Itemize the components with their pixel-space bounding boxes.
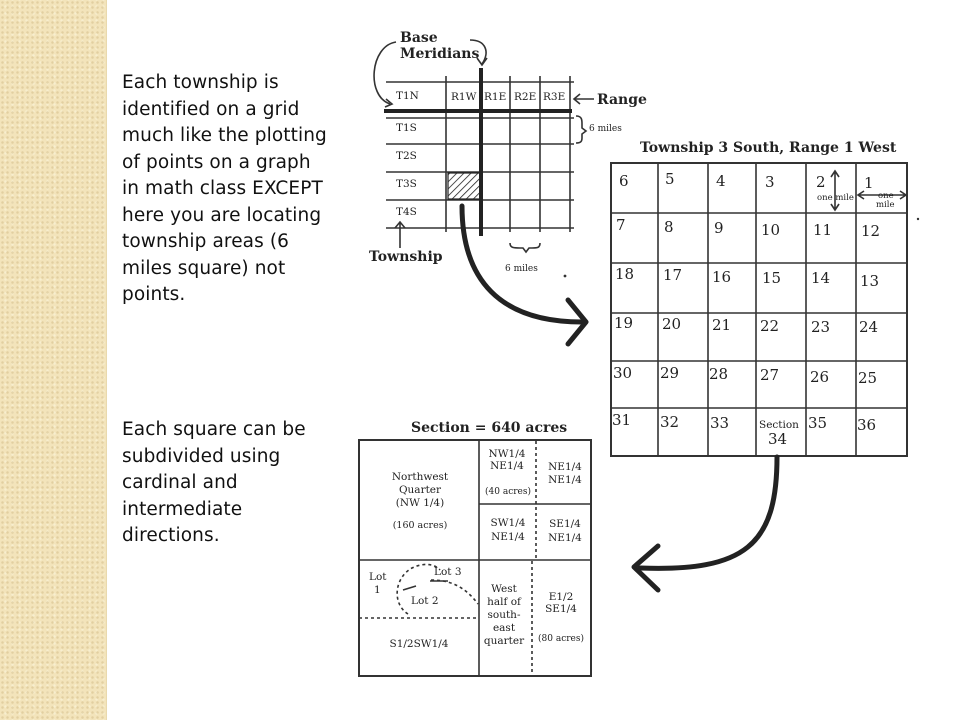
west-half-line4: east — [492, 622, 516, 634]
west-half-line5: quarter — [483, 635, 525, 647]
section-numbers — [612, 170, 880, 448]
base-meridians-label-line1: Base — [400, 30, 438, 46]
se-quarter-text — [484, 583, 584, 647]
section-number: 12 — [861, 222, 881, 240]
nw-ne-acres: (40 acres) — [485, 487, 531, 497]
section-number: 30 — [613, 364, 633, 382]
one-mile-vertical-arrow-icon — [831, 171, 839, 210]
township-arrow-icon — [395, 222, 405, 248]
svg-text:Northwest: Northwest — [391, 471, 449, 483]
ne-ne-line1: NE1/4 — [548, 461, 582, 473]
section-number-34: 34 — [768, 430, 788, 448]
highlighted-township-t3s-r1w — [448, 173, 480, 199]
sw-ne-line2: NE1/4 — [491, 531, 525, 543]
section-number: 11 — [813, 221, 833, 239]
section-number: 3 — [765, 173, 775, 191]
west-half-line1: West — [491, 583, 517, 595]
zoom-arrow-section-to-detail — [640, 457, 777, 568]
svg-text:Quarter: Quarter — [398, 484, 442, 496]
section-number: 25 — [858, 369, 878, 387]
section-number: 14 — [811, 269, 831, 287]
se-ne-line1: SE1/4 — [549, 518, 581, 530]
nw-ne-line2: NE1/4 — [490, 460, 524, 472]
lot-2-label: Lot 2 — [411, 595, 439, 607]
section-number: 8 — [664, 218, 674, 236]
scan-speck — [917, 218, 919, 220]
section-number: 9 — [714, 219, 724, 237]
section-number: 31 — [612, 411, 632, 429]
e-half-se-line2: SE1/4 — [545, 603, 577, 615]
section-number: 16 — [712, 268, 732, 286]
section-number: 24 — [859, 318, 879, 336]
six-miles-bracket-bottom — [510, 243, 540, 252]
section-number: 4 — [716, 172, 726, 190]
sw-ne-line1: SW1/4 — [490, 517, 526, 529]
sections-grid-title: Township 3 South, Range 1 West — [640, 140, 897, 156]
section-number: 21 — [712, 316, 732, 334]
range-label-r1e: R1E — [484, 91, 507, 103]
section-detail-title: Section = 640 acres — [411, 420, 568, 436]
section-number: 29 — [660, 364, 680, 382]
svg-text:(NW 1/4): (NW 1/4) — [395, 497, 445, 509]
township-grid — [369, 30, 647, 274]
section-number: 22 — [760, 317, 780, 335]
nw-ne-line1: NW1/4 — [488, 448, 526, 460]
west-half-line2: half of — [487, 596, 521, 608]
lot-1-label-line1: Lot — [369, 571, 387, 583]
section-number: 5 — [665, 170, 675, 188]
base-meridian-pointer-left — [374, 42, 396, 104]
scan-speck — [564, 275, 567, 278]
range-arrow-icon — [574, 94, 594, 104]
section-number: 26 — [810, 368, 830, 386]
section-number: 6 — [619, 172, 629, 190]
base-meridians-label-line2: Meridians — [400, 46, 480, 62]
section-number: 28 — [709, 365, 729, 383]
range-pointer-label: Range — [597, 92, 647, 108]
nw-quarter-text — [392, 471, 449, 531]
section-number: 27 — [760, 366, 780, 384]
section-number: 17 — [663, 266, 683, 284]
section-number: 18 — [615, 265, 635, 283]
explanation-paragraph-subdivision: Each square can be subdivided using cardinal and intermediate directions. — [122, 419, 306, 546]
six-miles-bottom-label: 6 miles — [505, 264, 538, 274]
explanation-paragraph-township: Each township is identified on a grid much like the plotting of points on a graph in math class EXCEPT here you are locating township areas (6 miles square) not points. — [122, 72, 327, 305]
lot-boundary-line — [403, 581, 448, 590]
section-number: 10 — [761, 221, 781, 239]
sections-grid — [611, 140, 907, 456]
section-number: 33 — [710, 414, 730, 432]
s-half-sw-label: S1/2SW1/4 — [389, 638, 449, 650]
section-number: 2 — [816, 173, 826, 191]
range-labels — [451, 91, 565, 103]
lot-3-label: Lot 3 — [434, 566, 462, 578]
section-number: 1 — [864, 174, 874, 192]
row-label-t1n: T1N — [396, 90, 419, 102]
range-label-r3e: R3E — [543, 91, 566, 103]
e-half-se-acres: (80 acres) — [538, 634, 584, 644]
ne-quarter-text — [485, 448, 582, 544]
section-number: 13 — [860, 272, 880, 290]
section-detail — [359, 420, 591, 676]
section-number: 23 — [811, 318, 831, 336]
range-label-r2e: R2E — [514, 91, 537, 103]
section-number: 20 — [662, 315, 682, 333]
section-number: 7 — [616, 216, 626, 234]
township-pointer-label: Township — [369, 249, 443, 265]
one-mile-vertical-label: one mile — [817, 193, 854, 203]
row-label-t3s: T3S — [396, 178, 417, 190]
row-label-t4s: T4S — [396, 206, 417, 218]
row-label-t1s: T1S — [396, 122, 417, 134]
six-miles-right-label: 6 miles — [589, 124, 622, 134]
lot-1-label-line2: 1 — [374, 584, 381, 596]
section-number: 32 — [660, 413, 680, 431]
section-number: 15 — [762, 269, 782, 287]
se-ne-line2: NE1/4 — [548, 532, 582, 544]
svg-text:(160 acres): (160 acres) — [392, 520, 448, 531]
range-label-r1w: R1W — [451, 91, 477, 103]
west-half-line3: south- — [487, 609, 521, 621]
section-number: 19 — [614, 314, 634, 332]
section-number: 36 — [857, 416, 877, 434]
one-mile-horizontal-label-line1: one — [878, 191, 894, 201]
sections-grid-lines — [611, 163, 907, 456]
ne-ne-line2: NE1/4 — [548, 474, 582, 486]
row-label-t2s: T2S — [396, 150, 417, 162]
section-number: 35 — [808, 414, 828, 432]
six-miles-bracket-right — [576, 116, 586, 143]
section-word-label: Section — [759, 419, 799, 431]
sections-grid-frame — [611, 163, 907, 456]
one-mile-horizontal-label-line2: mile — [876, 200, 895, 210]
e-half-se-line1: E1/2 — [548, 591, 574, 603]
